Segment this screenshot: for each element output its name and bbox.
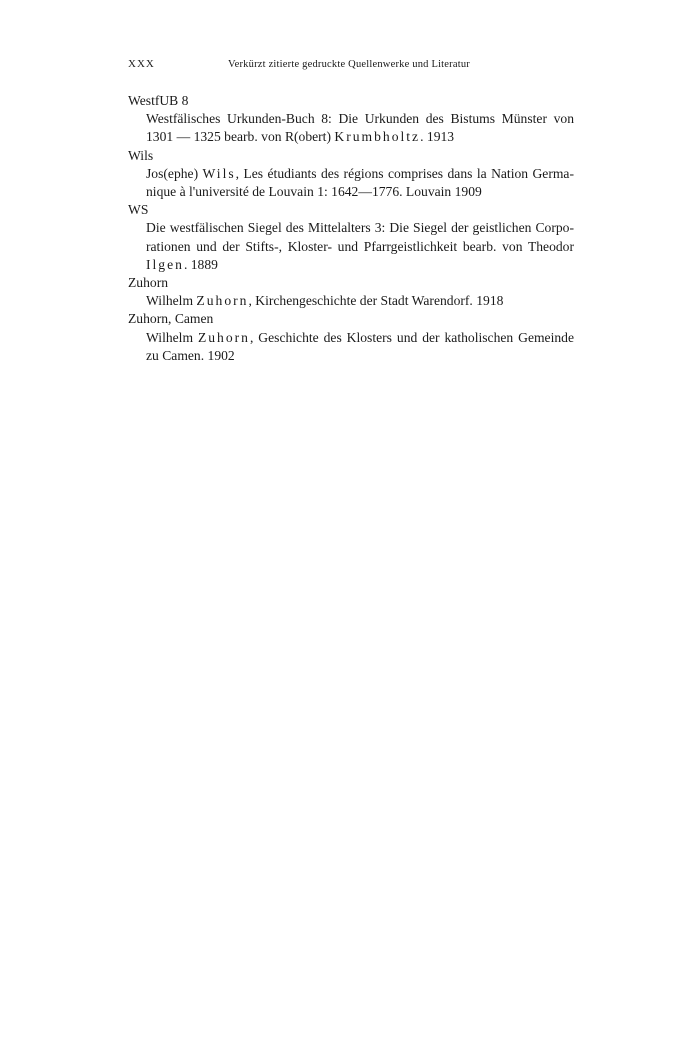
citation-text: Wilhelm bbox=[146, 329, 198, 345]
page-number: XXX bbox=[128, 58, 155, 70]
author-name: Zuhorn bbox=[196, 293, 249, 309]
entry-citation bbox=[128, 329, 574, 365]
citation-text: , Les étudiants des régions comprises dans la Nation Germa-nique à l'université de Louvain 1: 1642—1776. Louvain 1909 bbox=[146, 165, 574, 200]
entry-abbreviation: Zuhorn bbox=[128, 275, 169, 291]
citation-text: . 1913 bbox=[420, 129, 455, 145]
citation-text: . 1889 bbox=[183, 256, 218, 272]
citation-text: , Kirchengeschichte der Stadt Warendorf. 1918 bbox=[248, 293, 504, 309]
entry-citation bbox=[128, 219, 574, 274]
bibliography-list bbox=[128, 92, 574, 365]
bibliography-entry bbox=[128, 201, 574, 274]
author-name: Krumbholtz bbox=[334, 129, 421, 145]
citation-text: , Geschichte des Klosters und der katholischen Gemeinde zu Camen. 1902 bbox=[146, 329, 574, 363]
bibliography-entry bbox=[128, 147, 574, 202]
entry-abbreviation: WestfUB 8 bbox=[128, 93, 189, 108]
citation-text: Wilhelm bbox=[146, 293, 197, 309]
citation-text: Jos(ephe) bbox=[146, 165, 203, 181]
citation-text: Westfälisches Urkunden-Buch 8: Die Urkunden des Bistums Münster von 1301 — 1325 bearb. von R(obert) bbox=[146, 111, 574, 145]
author-name: Ilgen bbox=[146, 256, 184, 272]
bibliography-entry bbox=[128, 310, 574, 365]
entry-citation bbox=[128, 110, 574, 146]
entry-abbreviation: Zuhorn, Camen bbox=[128, 311, 214, 327]
entry-citation bbox=[128, 292, 574, 310]
running-head bbox=[128, 58, 574, 76]
bibliography-entry bbox=[128, 274, 574, 310]
author-name: Zuhorn bbox=[197, 329, 250, 345]
bibliography-entry bbox=[128, 92, 574, 147]
entry-abbreviation: WS bbox=[128, 202, 149, 218]
running-title: Verkürzt zitierte gedruckte Quellenwerke und Literatur bbox=[228, 59, 470, 70]
document-page bbox=[128, 58, 574, 365]
entry-citation bbox=[128, 165, 574, 201]
entry-abbreviation: Wils bbox=[128, 147, 154, 163]
citation-text: Die westfälischen Siegel des Mittelalters 3: Die Siegel der geistlichen Corpo-rationen und der Stifts-, Kloster- und Pfarrgeistlichkeit bearb. von Theodor bbox=[146, 220, 574, 254]
author-name: Wils bbox=[202, 165, 236, 181]
